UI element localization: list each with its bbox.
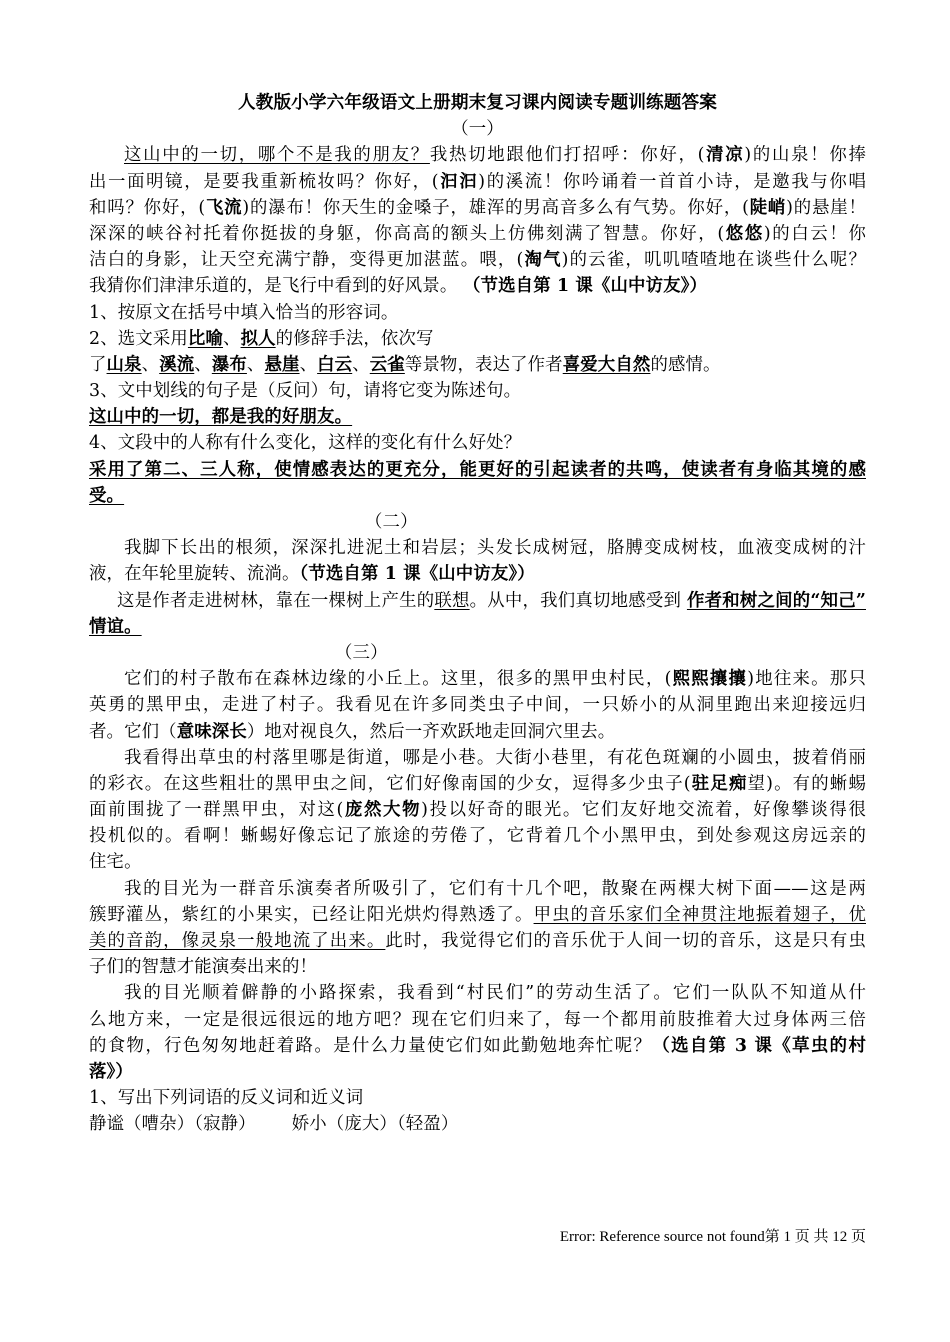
answer-word: 白云 [317, 354, 353, 375]
answer-word: 溪流 [159, 354, 195, 375]
passage-3-line-4: 我看得出草虫的村落里哪是街道，哪是小巷。大街小巷里，有花色斑斓的小圆虫，披着俏丽 [124, 747, 866, 768]
answer-4-line-1: 采用了第二、三人称，使情感表达的更充分，能更好的引起读者的共鸣，使读者有身临其境的感 [89, 459, 866, 480]
answer-phrase: 作者和树之间的“知己” [686, 590, 866, 611]
underlined-sentence: 甲虫的音乐家们全神贯注地振着翅子，优 [533, 904, 866, 925]
document-page [89, 90, 866, 1138]
passage-2-line-2: 液，在年轮里旋转、流淌。（节选自第 1 课《山中访友》） [89, 564, 535, 585]
passage-2-line-3: 这是作者走进树林，靠在一棵树上产生的联想。从中，我们真切地感受到 作者和树之间的“知己” [117, 590, 866, 611]
passage-3-line-1: 它们的村子散布在森林边缘的小丘上。这里，很多的黑甲虫村民，(熙熙攘攘)地往来。那只 [124, 669, 866, 690]
question-2-continued: 了山泉、溪流、瀑布、悬崖、白云、云雀等景物，表达了作者喜爱大自然的感情。 [89, 354, 721, 375]
passage-3-line-7: 投机似的。看啊！蜥蜴好像忘记了旅途的劳倦了，它背着几个小黑甲虫，到处参观这房远亲的 [89, 826, 866, 847]
answer-word: 驻足痴 [690, 773, 748, 794]
question-4: 4、文段中的人称有什么变化，这样的变化有什么好处？ [89, 433, 522, 454]
answer-word: 喜爱大自然 [562, 354, 651, 375]
passage-2-line-1: 我脚下长出的根须，深深扎进泥土和岩层；头发长成树冠，胳膊变成树枝，血液变成树的汁 [124, 538, 866, 559]
passage-3-line-11: 美的音韵，像灵泉一般地流了出来。此时，我觉得它们的音乐优于人间一切的音乐，这是只有虫 [89, 931, 866, 951]
passage-2-line-4: 情谊。 [89, 616, 142, 637]
answer-word: 熙熙攘攘 [671, 669, 748, 690]
question-3: 3、文中划线的句子是（反问）句，请将它变为陈述句。 [89, 381, 522, 402]
section-3-question-1: 1、写出下列词语的反义词和近义词 [89, 1088, 364, 1109]
answer-word: 陡峭 [749, 197, 787, 218]
section-1-heading: （一） [451, 119, 504, 140]
passage-3-line-5: 的彩衣。在这些粗壮的黑甲虫之间，它们好像南国的少女，逗得多少虫子(驻足痴望)。有的蜥蜴 [89, 773, 866, 794]
source-note: （节选自第 1 课《山中访友》） [463, 276, 708, 297]
answer-word: 山泉 [106, 354, 142, 375]
passage-3-line-12: 子们的智慧才能演奏出来的！ [89, 957, 318, 978]
document-title: 人教版小学六年级语文上册期末复习课内阅读专题训练题答案 [237, 92, 718, 113]
source-note: （节选自第 1 课《山中访友》） [299, 564, 535, 585]
passage-3-line-10: 簇野灌丛，紫红的小果实，已经让阳光烘灼得熟透了。甲虫的音乐家们全神贯注地振着翅子，优 [89, 904, 866, 925]
passage-1-line-5: 洁白的身影，让天空充满宁静，变得更加湛蓝。喂，(淘气)的云雀，叽叽喳喳地在谈些什么呢？ [89, 250, 866, 271]
section-3-heading: （三） [335, 642, 388, 663]
underlined-sentence: 这山中的一切，哪个不是我的朋友？ [124, 145, 430, 166]
answer-4-line-2: 受。 [89, 485, 125, 506]
passage-1-line-2: 出一面明镜，是要我重新梳妆吗？你好，(汩汩)的溪流！你吟诵着一首首小诗，是邀我与你唱 [89, 171, 867, 192]
answer-3: 这山中的一切，都是我的好朋友。 [89, 407, 353, 428]
answer-word: 联想 [434, 590, 470, 611]
passage-3-line-16: 落》） [89, 1061, 133, 1082]
passage-1-line-4: 深深的峡谷衬托着你挺拔的身躯，你高高的额头上仿佛刻满了智慧。你好，(悠悠)的白云！你 [89, 223, 867, 244]
passage-1-line-6: 我猜你们津津乐道的，是飞行中看到的好风景。 （节选自第 1 课《山中访友》） [89, 276, 708, 297]
answer-word: 庞然大物 [343, 800, 422, 821]
answer-word: 云雀 [369, 354, 405, 375]
answer-word: 淘气 [523, 250, 562, 271]
question-2: 2、选文采用比喻、拟人的修辞手法，依次写 [89, 328, 434, 349]
passage-3-line-6: 面前围拢了一群黑甲虫，对这(庞然大物)投以好奇的眼光。它们友好地交流着，好像攀谈得很 [89, 800, 867, 821]
answer-word: 比喻 [187, 328, 224, 349]
passage-3-line-2: 英勇的黑甲虫，走进了村子。我看见在许多同类虫子中间，一只娇小的从洞里跑出来迎接远归 [89, 695, 866, 716]
answer-word: 拟人 [240, 328, 276, 349]
section-2-heading: （二） [365, 512, 418, 532]
section-3-answer-1: 静谧（嘈杂）（寂静） 娇小（庞大）（轻盈） [89, 1114, 459, 1135]
page-footer: Error: Reference source not found第 1 页 共 12 页 [559, 1229, 866, 1245]
answer-word: 清凉 [704, 145, 745, 166]
answer-word: 意味深长 [176, 721, 247, 742]
passage-3-line-13: 我的目光顺着僻静的小路探索，我看到“村民们”的劳动生活了。它们一队队不知道从什 [124, 983, 866, 1004]
passage-1-line-3: 和吗？你好，(飞流)的瀑布！你天生的金嗓子，雄浑的男高音多么有气势。你好，(陡峭)的悬崖！ [89, 197, 866, 218]
passage-1-line-1: 这山中的一切，哪个不是我的朋友？我热切地跟他们打招呼：你好，(清凉)的山泉！你捧 [124, 145, 866, 166]
passage-3-line-14: 么地方来，一定是很远很远的地方吧？现在它们归来了，每一个都用前肢推着大过身体两三倍 [89, 1009, 866, 1030]
passage-3-line-15: 的食物，行色匆匆地赶着路。是什么力量使它们如此勤勉地奔忙呢？（选自第 3 课《草虫的村 [89, 1035, 866, 1056]
underlined-sentence: 美的音韵，像灵泉一般地流了出来。 [89, 931, 386, 951]
passage-3-line-3: 者。它们（意味深长）地对视良久，然后一齐欢跃地走回洞穴里去。 [89, 721, 616, 742]
answer-word: 悬崖 [264, 354, 300, 375]
question-1: 1、按原文在括号中填入恰当的形容词。 [89, 302, 399, 323]
passage-3-line-9: 我的目光为一群音乐演奏者所吸引了，它们有十几个吧，散聚在两棵大树下面——这是两 [124, 878, 866, 899]
answer-word: 汩汩 [438, 171, 479, 192]
answer-word: 瀑布 [211, 354, 247, 375]
answer-word: 悠悠 [724, 223, 764, 244]
source-note: （选自第 3 课《草虫的村 [652, 1035, 866, 1056]
answer-word: 飞流 [205, 197, 243, 218]
passage-3-line-8: 住宅。 [89, 852, 142, 873]
